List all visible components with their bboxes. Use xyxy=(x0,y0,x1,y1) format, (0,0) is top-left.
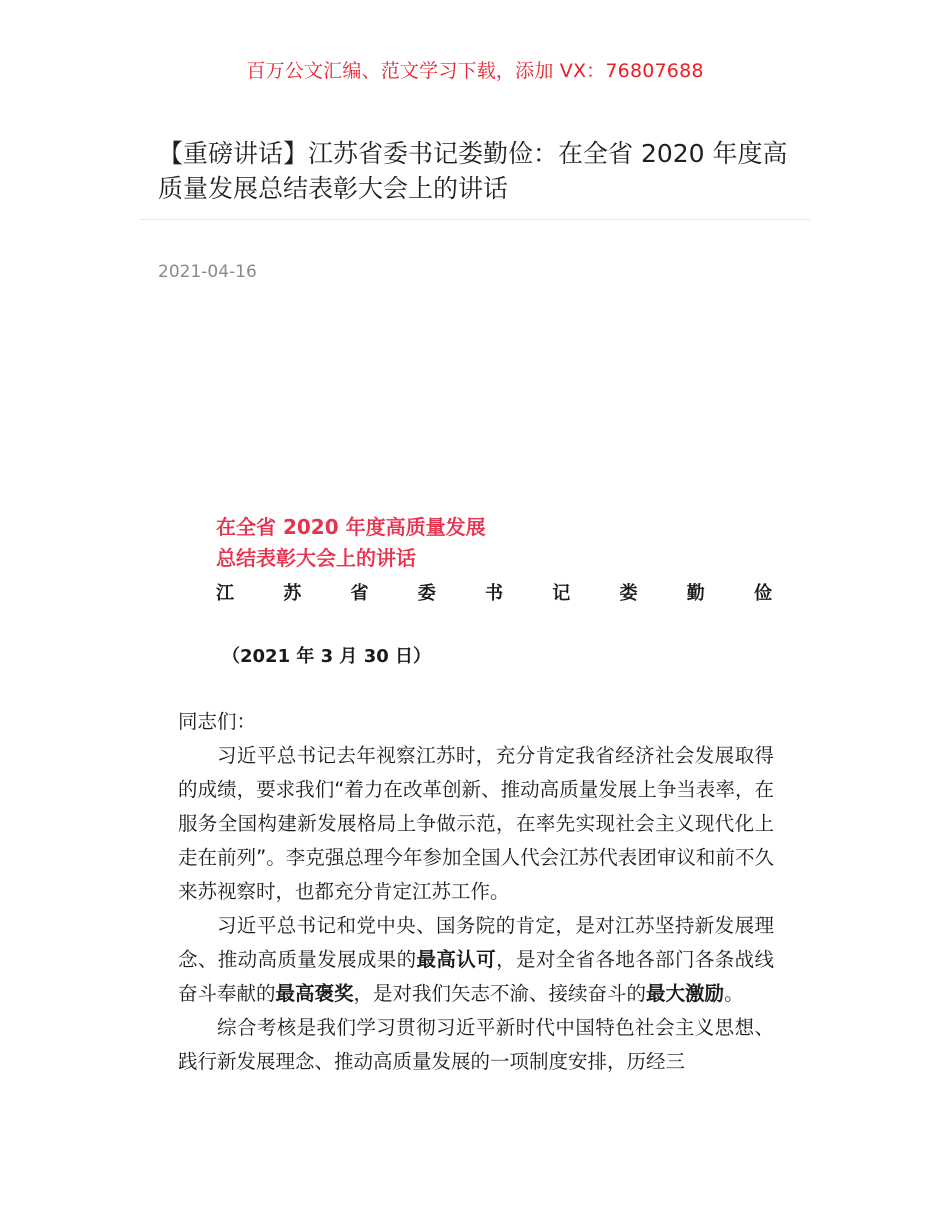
publish-date: 2021-04-16 xyxy=(158,262,257,282)
title-divider xyxy=(140,219,810,220)
speech-heading-line2: 总结表彰大会上的讲话 xyxy=(216,546,416,570)
speaker-char: 俭 xyxy=(754,583,772,604)
download-banner: 百万公文汇编、范文学习下载，添加 VX：76807688 xyxy=(246,60,704,82)
speaker-char: 省 xyxy=(350,583,369,604)
paragraph-1: 习近平总书记去年视察江苏时，充分肯定我省经济社会发展取得的成绩，要求我们“着力在改革创新、推动高质量发展上争当表率，在服务全国构建新发展格局上争做示范，在率先实现社会主义现代化上走在前列”。李克强总理今年参加全国人代会江苏代表团审议和前不久来苏视察时，也都充分肯定江苏工作。 xyxy=(178,744,774,903)
speaker-char: 书 xyxy=(485,583,503,604)
speaker-char: 苏 xyxy=(283,583,302,604)
paragraph-2-text: 习近平总书记和党中央、国务院的肯定，是对江苏坚持新发展理念、推动高质量发展成果的 xyxy=(178,914,774,971)
emphasis-greatest-encouragement: 最大激励 xyxy=(646,982,725,1005)
speech-heading xyxy=(216,512,486,574)
paragraph-3: 综合考核是我们学习贯彻习近平新时代中国特色社会主义思想、践行新发展理念、推动高质量发展的一项制度安排，历经三 xyxy=(178,1016,774,1073)
article-title: 【重磅讲话】江苏省委书记娄勤俭：在全省 2020 年度高质量发展总结表彰大会上的讲话 xyxy=(158,139,788,203)
speech-body xyxy=(178,705,774,1079)
salutation: 同志们： xyxy=(178,710,257,733)
paragraph-2-text: ，是对我们矢志不渝、接续奋斗的 xyxy=(353,982,647,1005)
speaker-char: 委 xyxy=(417,583,436,604)
paragraph-2-text: ，是对全省各地各部门各条战线奋斗奉献的 xyxy=(178,948,774,1005)
emphasis-highest-recognition: 最高认可 xyxy=(416,948,497,971)
paragraph-2-text: 。 xyxy=(724,982,744,1005)
speaker-char: 勤 xyxy=(686,583,705,604)
speech-date: （2021 年 3 月 30 日） xyxy=(222,646,432,667)
speaker-char: 记 xyxy=(552,583,571,604)
speaker-char: 娄 xyxy=(619,583,638,604)
speaker-line xyxy=(216,579,772,605)
speaker-char: 江 xyxy=(216,583,234,604)
emphasis-highest-praise: 最高褒奖 xyxy=(275,982,354,1005)
paragraph-2 xyxy=(178,909,774,1011)
speech-heading-line1: 在全省 2020 年度高质量发展 xyxy=(216,515,486,539)
